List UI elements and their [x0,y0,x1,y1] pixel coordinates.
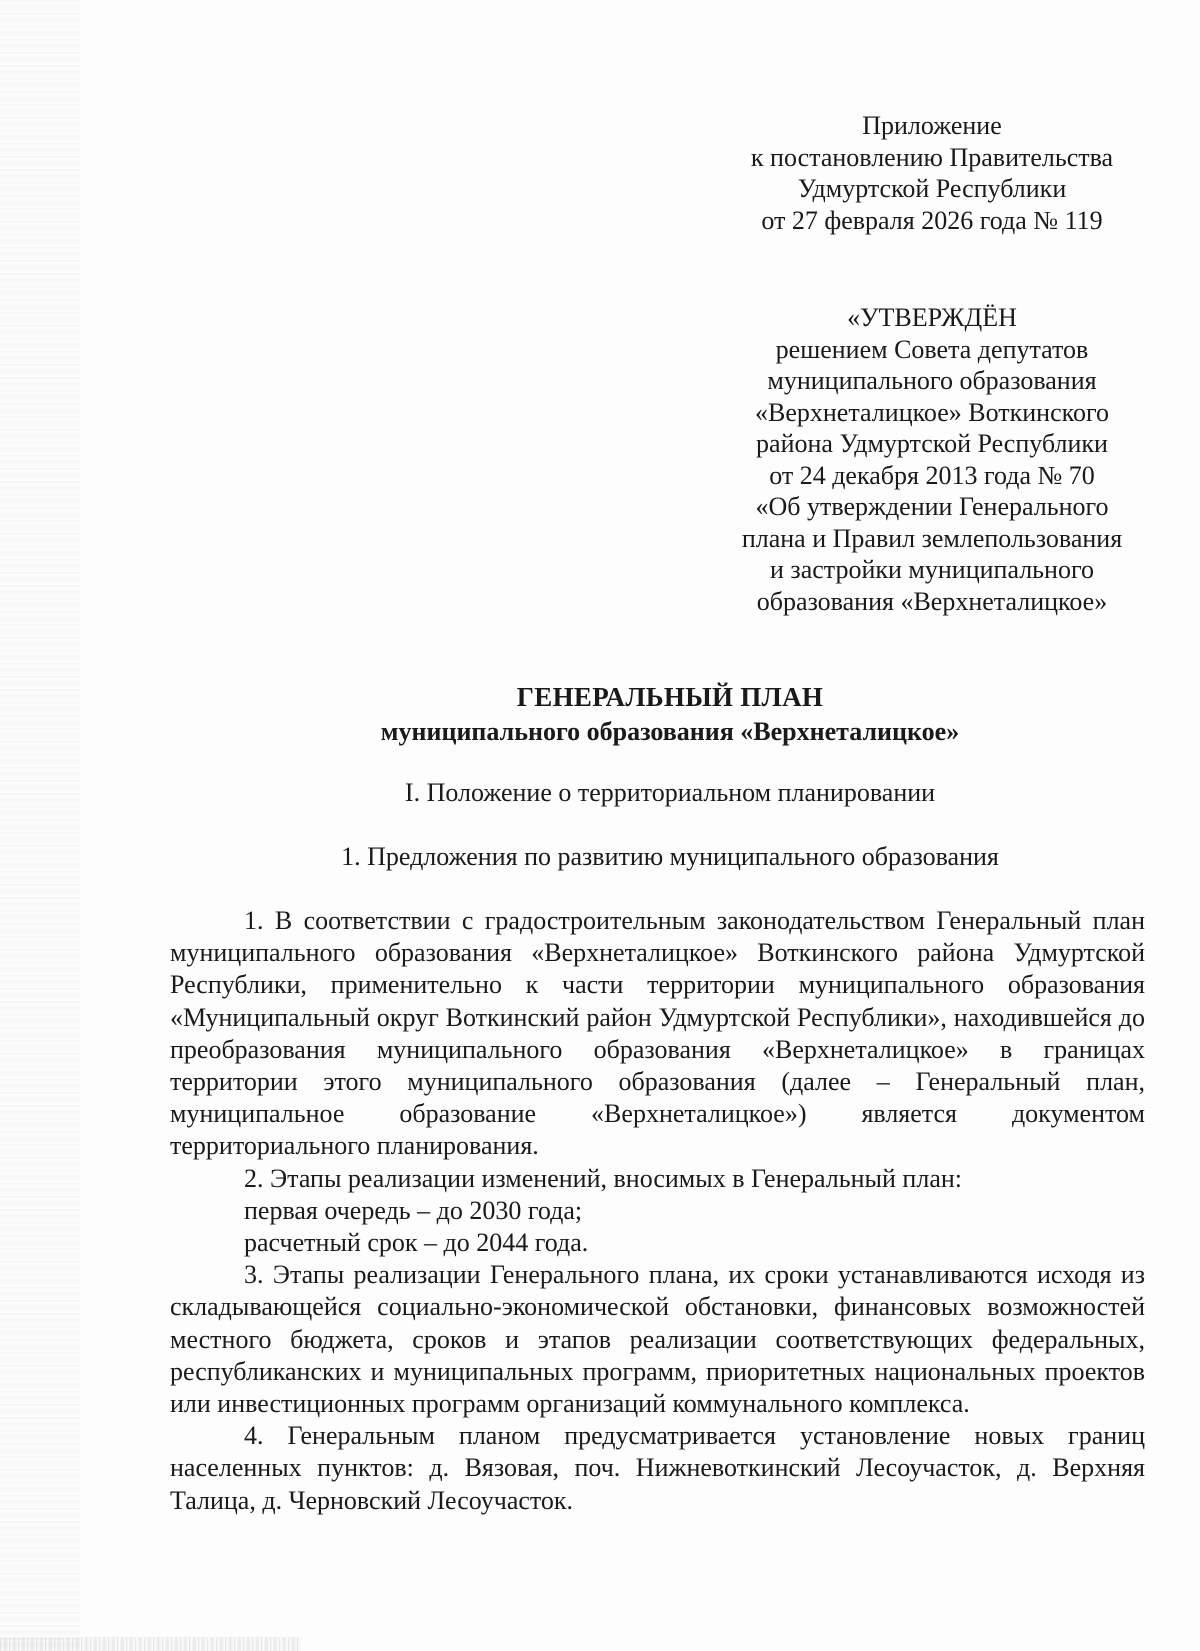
scan-edge-noise [0,0,80,1651]
approved-line: и застройки муниципального [770,555,1094,584]
paragraph-stage-first: первая очередь – до 2030 года; [244,1195,583,1225]
subsection-title: 1. Предложения по развитию муниципального образования [341,842,999,871]
appendix-line: Удмуртской Республики [797,174,1067,203]
document-title: ГЕНЕРАЛЬНЫЙ ПЛАН [516,682,824,712]
paragraph-stage-final: расчетный срок – до 2044 года. [244,1228,589,1258]
approved-line: от 24 декабря 2013 года № 70 [769,460,1095,490]
document-body [170,905,1145,1517]
appendix-line: к постановлению Правительства [750,142,1114,172]
paragraph-1: 1. В соответствии с градостроительным законодательством Генеральный план муниципального образования «Верхнеталицкое» Воткинского района Удмуртской Республики, применительно к части территории муниципального образования «Муниципальный округ Воткинский район Удмуртской Республики», находившейся до преобразования муниципального образования «Верхнеталицкое» в границах территории этого муниципального образования (далее – Генеральный план, муниципальное образование «Верхнеталицкое») является документом территориального планирования. [170,906,1145,1161]
section-title: I. Положение о территориальном планировании [404,778,936,807]
approved-line: муниципального образования [767,366,1097,395]
approved-line: «УТВЕРЖДЁН [847,303,1017,332]
approval-stamp-text [722,302,1142,617]
approved-line: плана и Правил землепользования [741,523,1123,553]
approved-line: «Об утверждении Генерального [755,492,1109,521]
appendix-line: Приложение [862,111,1002,140]
appendix-header [722,110,1142,236]
approved-line: решением Совета депутатов [775,334,1089,364]
approved-line: «Верхнеталицкое» Воткинского [755,397,1109,427]
appendix-line: от 27 февраля 2026 года № 119 [761,205,1103,235]
approved-line: района Удмуртской Республики [756,429,1108,458]
paragraph-2: 2. Этапы реализации изменений, вносимых в Генеральный план: [244,1163,962,1193]
scan-bottom-noise [0,1637,300,1651]
paragraph-4: 4. Генеральным планом предусматривается установление новых границ населенных пунктов: д. Вязовая, поч. Нижневоткинский Лесоучасток, д. Верхняя Талица, д. Черновский Лесоучасток. [170,1421,1145,1515]
document-subtitle: муниципального образования «Верхнеталицкое» [380,717,960,746]
paragraph-3: 3. Этапы реализации Генерального плана, их сроки устанавливаются исходя из складывающейся социально-экономической обстановки, финансовых возможностей местного бюджета, сроков и этапов реализации соответствующих федеральных, республиканских и муниципальных программ, приоритетных национальных проектов или инвестиционных программ организаций коммунального комплекса. [170,1260,1145,1419]
approved-line: образования «Верхнеталицкое» [756,586,1108,616]
